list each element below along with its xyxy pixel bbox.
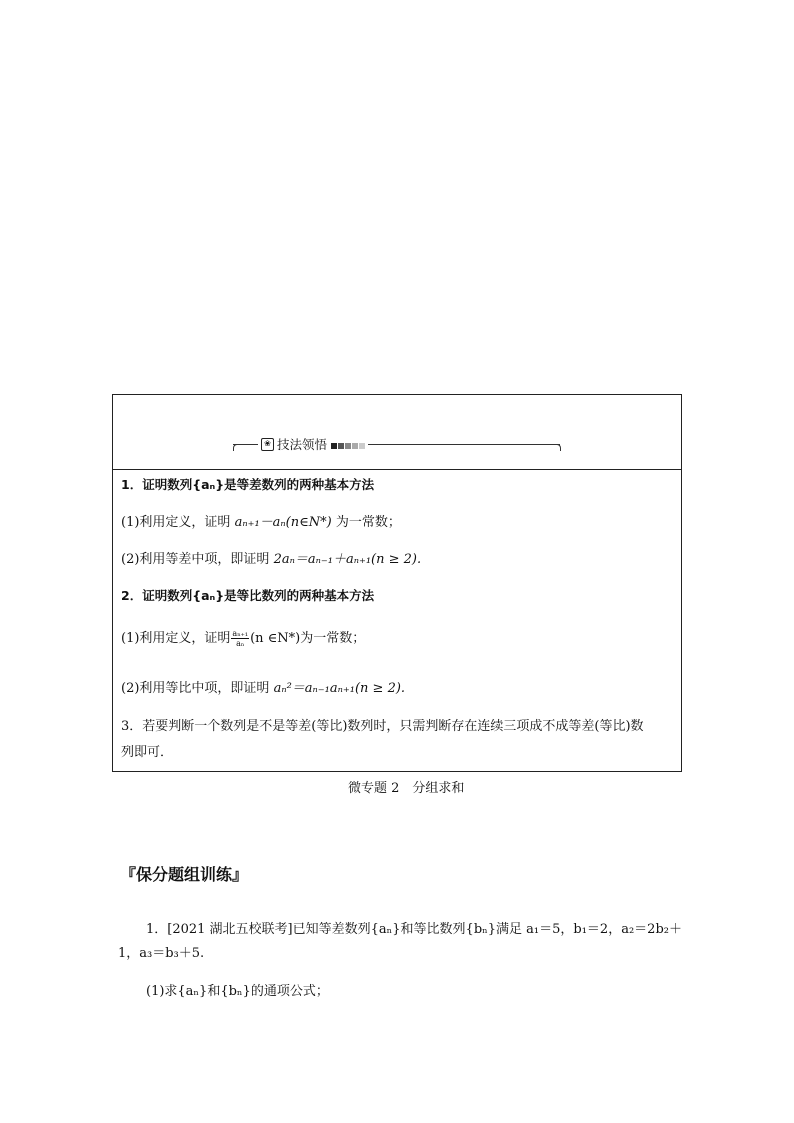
band-cap-right xyxy=(556,444,561,451)
p2-title: 2．证明数列{aₙ}是等比数列的两种基本方法 xyxy=(121,588,375,603)
p2-item1-prefix: (1)利用定义，证明 xyxy=(121,631,231,646)
band-title xyxy=(258,436,368,452)
p1-item1-prefix: (1)利用定义，证明 xyxy=(121,515,231,530)
problem-line1: 1．[2021 湖北五校联考]已知等差数列{aₙ}和等比数列{bₙ}满足 a₁＝5，b₁＝2，a₂＝2b₂＋ xyxy=(146,922,682,937)
problem-sub1: (1)求{aₙ}和{bₙ}的通项公式； xyxy=(146,984,329,999)
band-cap-left xyxy=(233,444,238,451)
p3-line2: 列即可． xyxy=(121,745,174,760)
p2-item1-suffix: 为一常数； xyxy=(300,631,366,646)
band-square-5 xyxy=(359,443,365,449)
band-squares xyxy=(330,437,365,452)
p1-item2-math: 2aₙ＝aₙ₋₁＋aₙ₊₁(n ≥ 2). xyxy=(273,552,422,567)
topic-caption: 微专题 2 分组求和 xyxy=(348,781,465,796)
band-title-text: 技法领悟 xyxy=(277,437,328,452)
p1-item2-prefix: (2)利用等差中项，即证明 xyxy=(121,552,270,567)
p1-item1-math: aₙ₊₁－aₙ(n∈N*) xyxy=(234,515,332,530)
fraction-numerator: aₙ₊₁ xyxy=(232,629,249,638)
p2-item1-domain: (n ∈N*) xyxy=(250,631,301,646)
p1-item2 xyxy=(121,548,421,567)
p3-line1: 3．若要判断一个数列是不是等差(等比)数列时，只需判断存在连续三项成不成等差(等比)数 xyxy=(121,719,644,734)
problem-line2: 1，a₃＝b₃＋5. xyxy=(118,946,205,961)
band-square-1 xyxy=(331,443,337,449)
band-square-2 xyxy=(338,443,344,449)
band-square-3 xyxy=(345,443,351,449)
p2-item2-prefix: (2)利用等比中项，即证明 xyxy=(121,681,270,696)
fraction-denominator: aₙ xyxy=(236,639,245,648)
p2-item1 xyxy=(121,627,365,648)
band-square-4 xyxy=(352,443,358,449)
medal-icon: ❀ xyxy=(261,438,274,451)
tip-box-header xyxy=(113,395,681,470)
p1-title: 1．证明数列{aₙ}是等差数列的两种基本方法 xyxy=(121,477,375,492)
tip-box xyxy=(112,394,682,772)
p2-item2-math: aₙ²＝aₙ₋₁aₙ₊₁(n ≥ 2). xyxy=(273,681,406,696)
section-title: 『保分题组训练』 xyxy=(120,865,249,884)
p2-item2 xyxy=(121,677,405,696)
p1-item1-suffix: 为一常数； xyxy=(335,515,401,530)
p2-item1-fraction xyxy=(231,629,249,648)
p1-item1 xyxy=(121,511,401,530)
